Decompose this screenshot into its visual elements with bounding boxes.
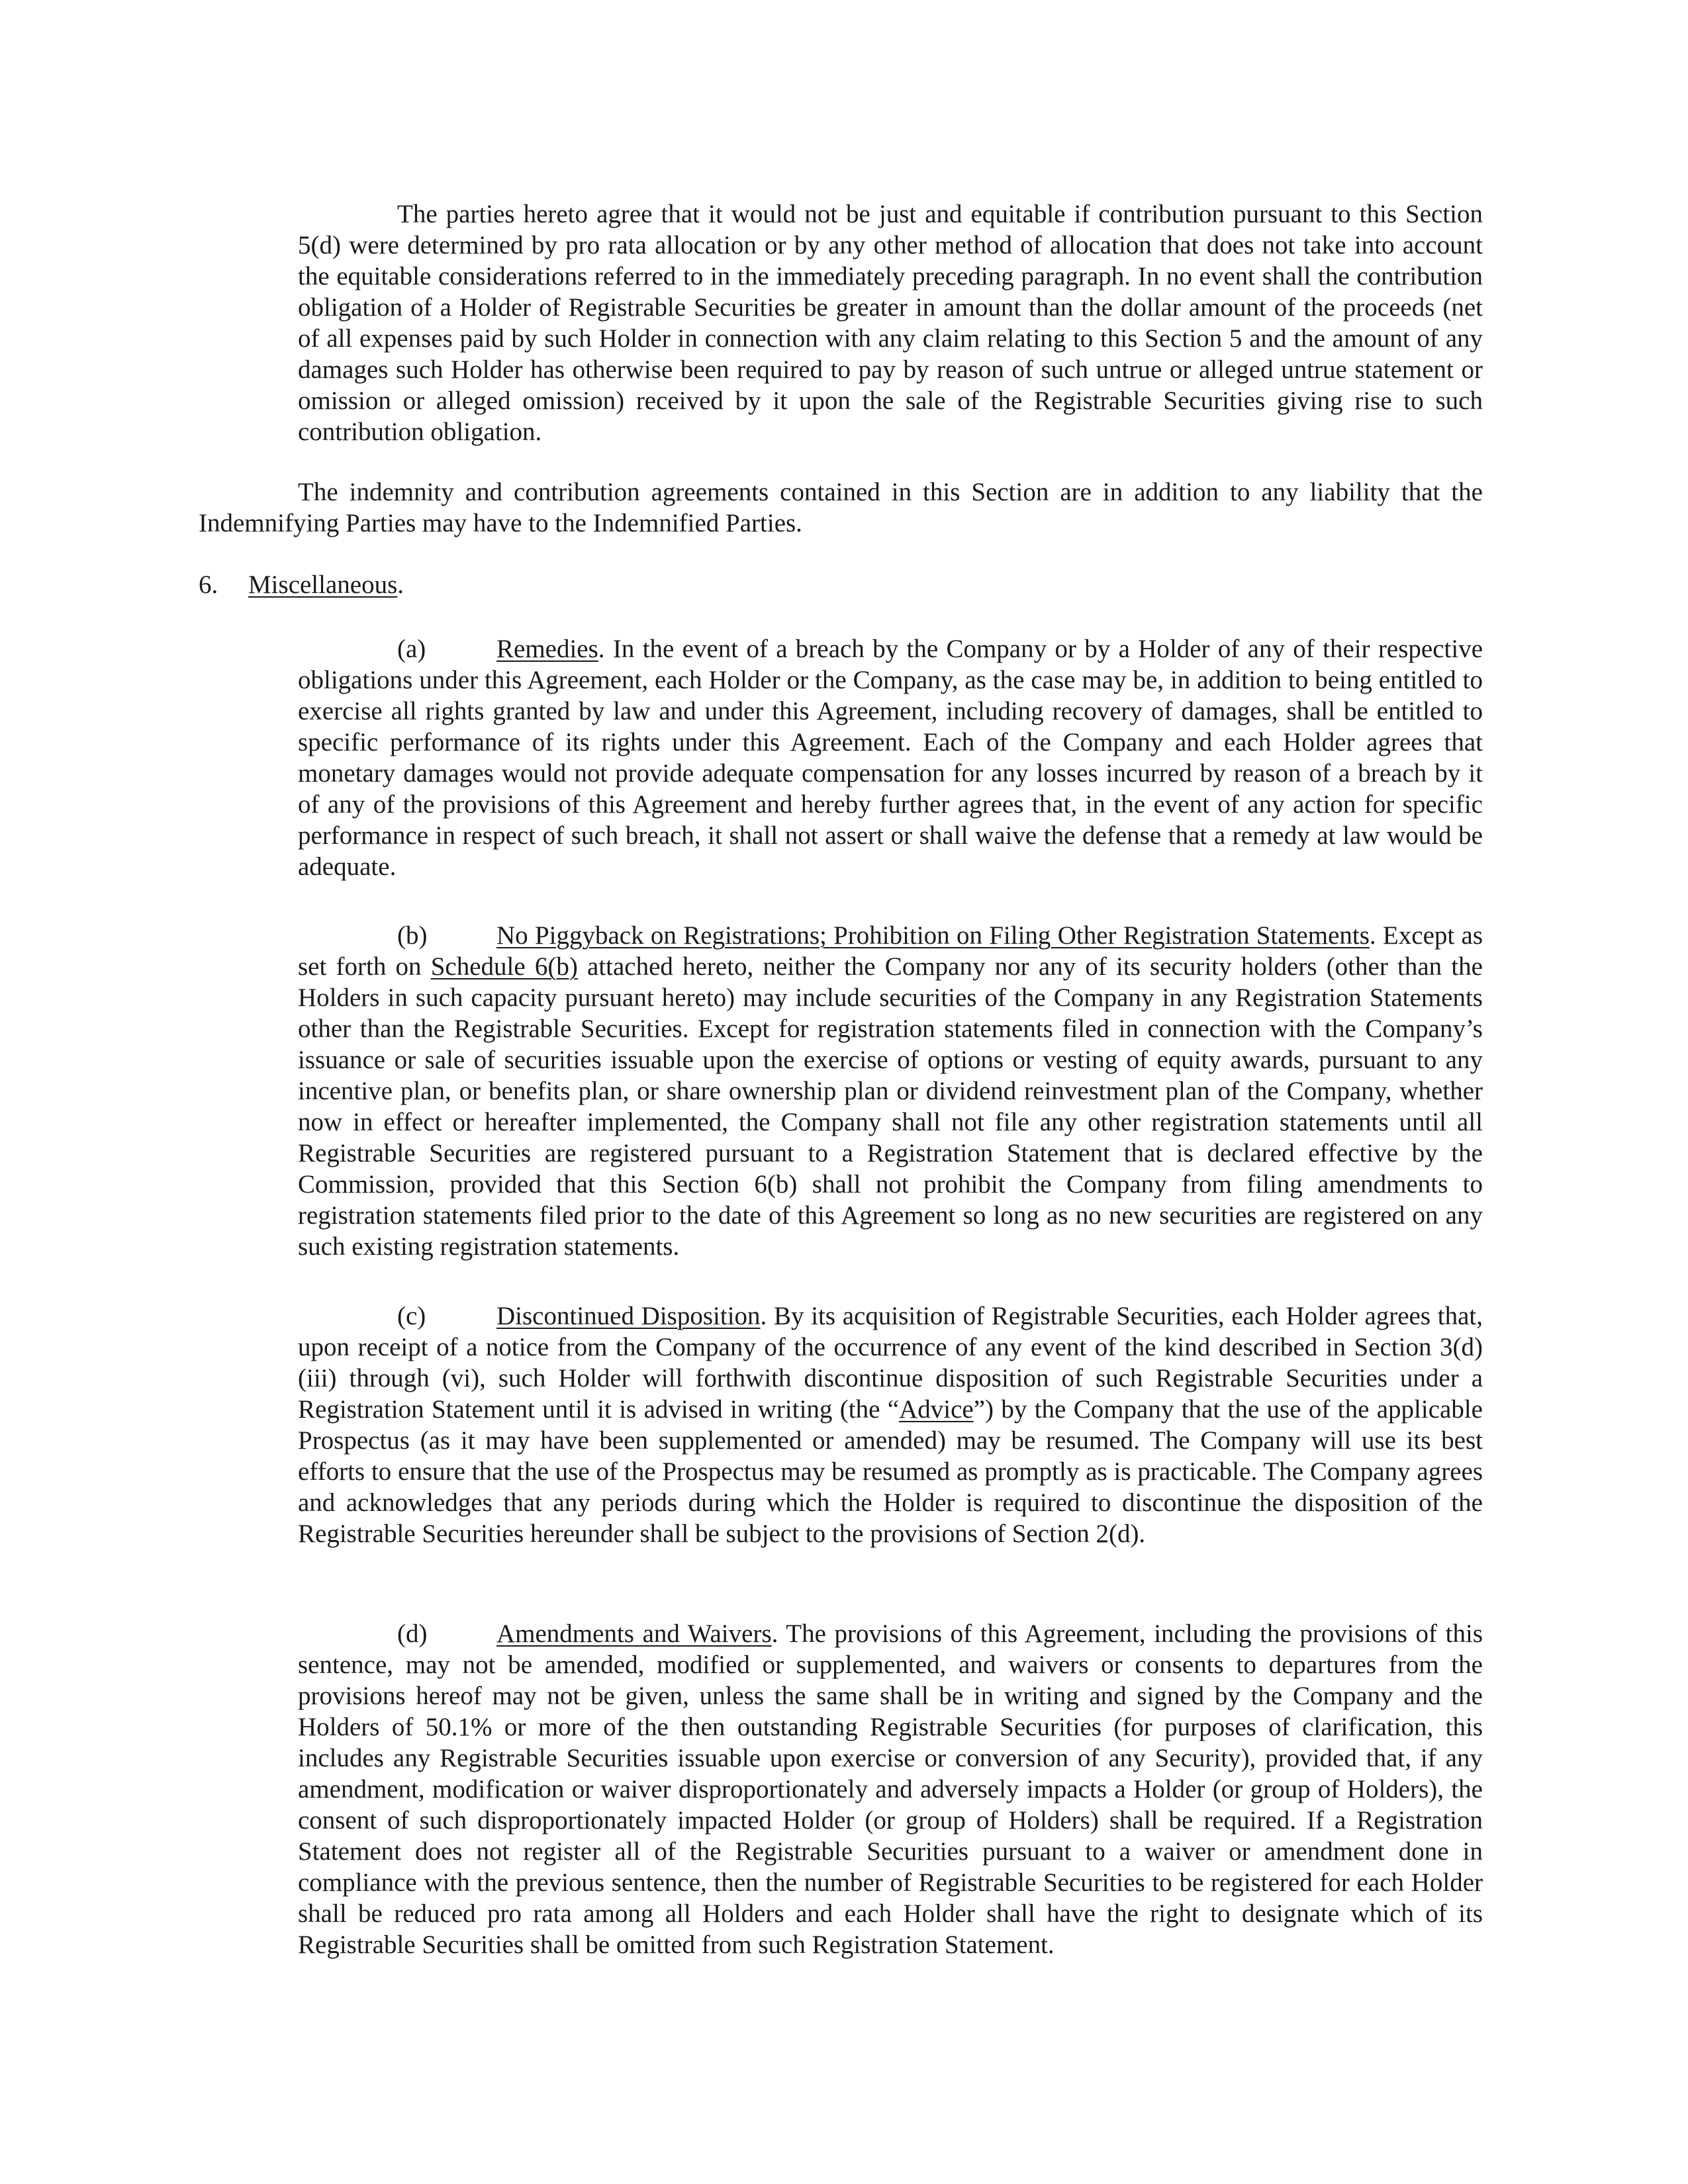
section-number: 6. bbox=[199, 570, 218, 599]
item-text-cont: ”) by the Company that the use of the applicable Prospectus (as it may have been supplemented or amended) may be resumed. The Company will use its best efforts to ensure that the use of the Prospectus may be resumed as promptly as is practicable. The Company agrees and acknowledges that any periods during which the Holder is required to discontinue the disposition of the Registrable Securities hereunder shall be subject to the provisions of Section 2(d). bbox=[298, 1395, 1483, 1548]
item-heading: Amendments and Waivers bbox=[496, 1619, 772, 1648]
paragraph-contribution: The parties hereto agree that it would not be just and equitable if contribution pursuant to this Section 5(d) were determined by pro rata allocation or by any other method of allocation that does not take into account the equitable considerations referred to in the immediately preceding paragraph. In no event shall the contribution obligation of a Holder of Registrable Securities be greater in amount than the dollar amount of the proceeds (net of all expenses paid by such Holder in connection with any claim relating to this Section 5 and the amount of any damages such Holder has otherwise been required to pay by reason of such untrue or alleged untrue statement or omission or alleged omission) received by it upon the sale of the Registrable Securities giving rise to such contribution obligation. bbox=[298, 200, 1483, 446]
item-text: . By its acquisition of Registrable Securities, each Holder agrees that, upon receipt of a notice from the Company of the occurrence of any event of the kind described in Section 3(d)(iii) through (vi), such Holder will forthwith discontinue disposition of such Registrable Securities under a Registration Statement until it is advised in writing (the “ bbox=[298, 1302, 1483, 1424]
item-b-no-piggyback bbox=[298, 920, 1483, 1262]
advice-term: Advice bbox=[899, 1395, 974, 1424]
section-6-heading bbox=[199, 569, 1483, 600]
section-title-period: . bbox=[397, 570, 404, 599]
item-heading: Discontinued Disposition bbox=[496, 1302, 761, 1330]
item-heading: No Piggyback on Registrations; Prohibition on Filing Other Registration Statements bbox=[496, 921, 1370, 950]
item-text: . The provisions of this Agreement, including the provisions of this sentence, may not be amended, modified or supplemented, and waivers or consents to departures from the provisions hereof may not be given, unless the same shall be in writing and signed by the Company and the Holders of 50.1% or more of the then outstanding Registrable Securities (for purposes of clarification, this includes any Registrable Securities issuable upon exercise or conversion of any Security), provided that, if any amendment, modification or waiver disproportionately and adversely impacts a Holder (or group of Holders), the consent of such disproportionately impacted Holder (or group of Holders) shall be required. If a Registration Statement does not register all of the Registrable Securities pursuant to a waiver or amendment done in compliance with the previous sentence, then the number of Registrable Securities to be registered for each Holder shall be reduced pro rata among all Holders and each Holder shall have the right to designate which of its Registrable Securities shall be omitted from such Registration Statement. bbox=[298, 1619, 1483, 1959]
item-label: (b) bbox=[397, 921, 428, 950]
item-text: . In the event of a breach by the Company or by a Holder of any of their respective obligations under this Agreement, each Holder or the Company, as the case may be, in addition to being entitled to exercise all rights granted by law and under this Agreement, including recovery of damages, shall be entitled to specific performance of its rights under this Agreement. Each of the Company and each Holder agrees that monetary damages would not provide adequate compensation for any losses incurred by reason of a breach by it of any of the provisions of this Agreement and hereby further agrees that, in the event of any action for specific performance in respect of such breach, it shall not assert or shall waive the defense that a remedy at law would be adequate. bbox=[298, 635, 1483, 881]
item-label: (c) bbox=[397, 1302, 426, 1330]
schedule-reference: Schedule 6(b) bbox=[430, 952, 578, 981]
section-title: Miscellaneous bbox=[248, 570, 398, 599]
item-c-discontinued-disposition bbox=[298, 1300, 1483, 1549]
item-d-amendments-waivers bbox=[298, 1618, 1483, 1960]
item-a-remedies bbox=[298, 633, 1483, 882]
item-heading: Remedies bbox=[496, 635, 598, 663]
item-label: (d) bbox=[397, 1619, 428, 1648]
item-label: (a) bbox=[397, 635, 426, 663]
item-text-cont: attached hereto, neither the Company nor any of its security holders (other than the Holders in such capacity pursuant hereto) may include securities of the Company in any Registration Statements other than the Registrable Securities. Except for registration statements filed in connection with the Company’s issuance or sale of securities issuable upon the exercise of options or vesting of equity awards, pursuant to any incentive plan, or benefits plan, or share ownership plan or dividend reinvestment plan of the Company, whether now in effect or hereafter implemented, the Company shall not file any other registration statements until all Registrable Securities are registered pursuant to a Registration Statement that is declared effective by the Commission, provided that this Section 6(b) shall not prohibit the Company from filing amendments to registration statements filed prior to the date of this Agreement so long as no new securities are registered on any such existing registration statements. bbox=[298, 952, 1483, 1261]
item-text: . Except as set forth on bbox=[298, 921, 1483, 981]
paragraph-indemnity: The indemnity and contribution agreements contained in this Section are in addition to any liability that the Indemnifying Parties may have to the Indemnified Parties. bbox=[199, 478, 1483, 537]
